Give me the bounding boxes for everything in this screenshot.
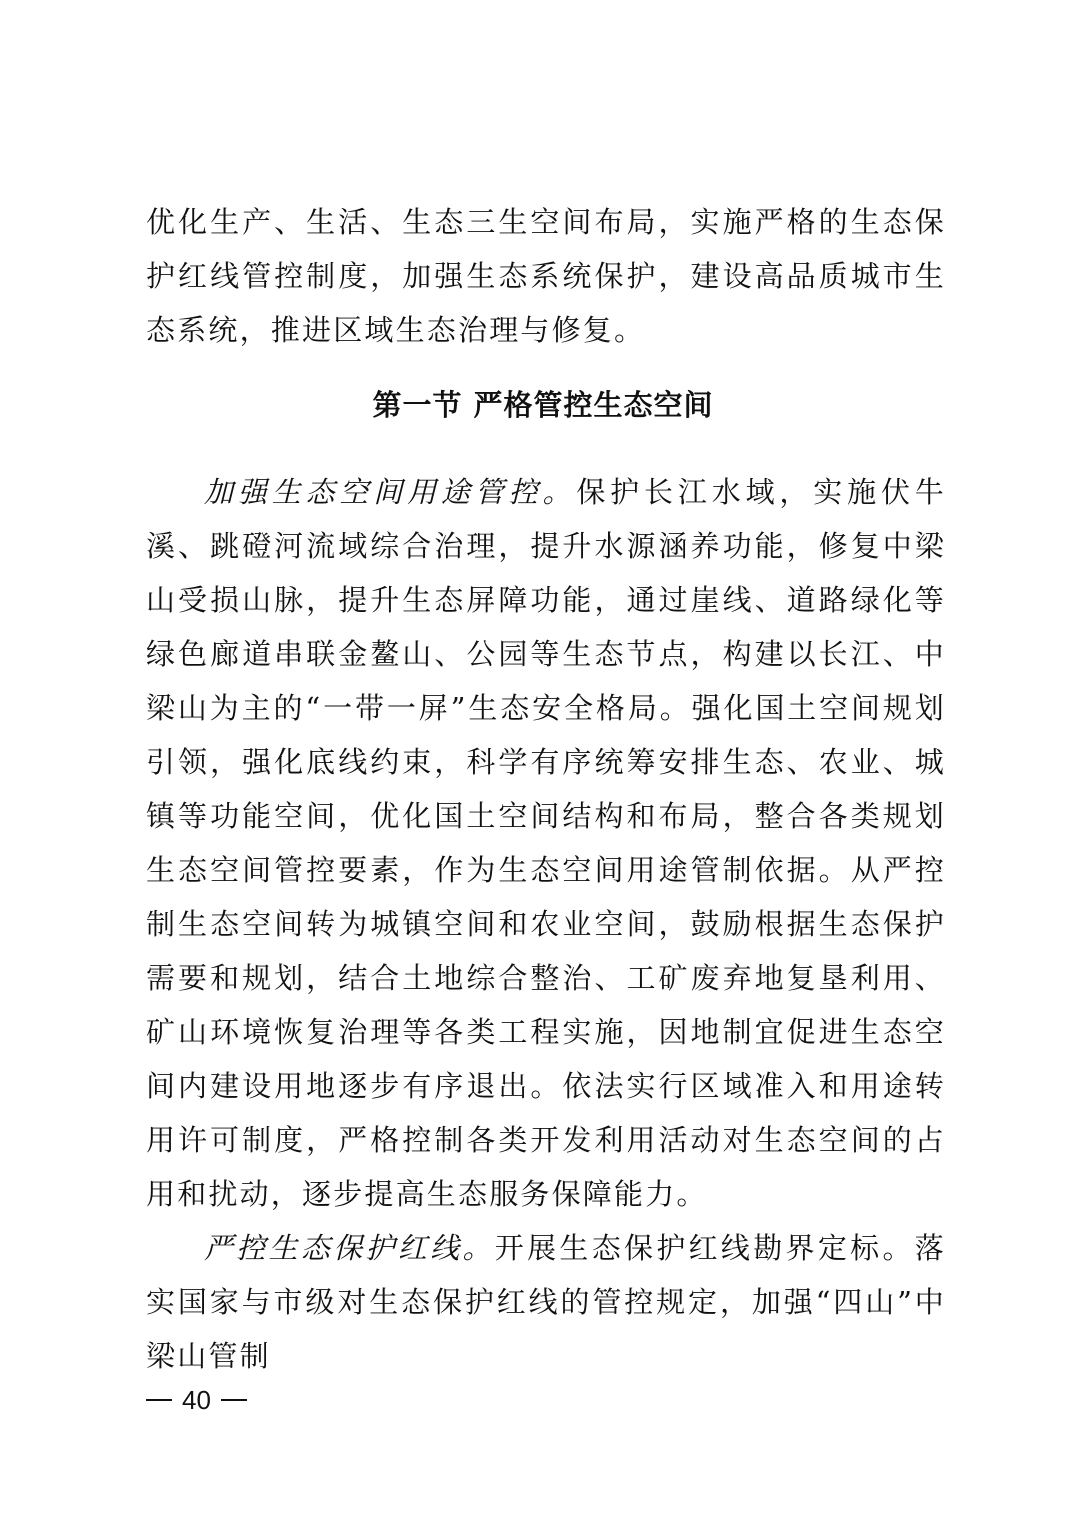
paragraph-text: 开展生态保护红线勘界定标。落实国家与市级对生态保护红线的管控规定，加强“四山”中梁山管制 (146, 1231, 946, 1373)
left-dash (146, 1399, 172, 1401)
paragraph-text: 保护长江水域，实施伏牛溪、跳磴河流域综合治理，提升水源涵养功能，修复中梁山受损山脉，提升生态屏障功能，通过崖线、道路绿化等绿色廊道串联金鳌山、公园等生态节点，构建以长江、中梁山为主的“一带一屏”生态安全格局。强化国土空间规划引领，强化底线约束，科学有序统筹安排生态、农业、城镇等功能空间，优化国土空间结构和布局，整合各类规划生态空间管控要素，作为生态空间用途管制依据。从严控制生态空间转为城镇空间和农业空间，鼓励根据生态保护需要和规划，结合土地综合整治、工矿废弃地复垦利用、矿山环境恢复治理等各类工程实施，因地制宜促进生态空间内建设用地逐步有序退出。依法实行区域准入和用途转用许可制度，严格控制各类开发利用活动对生态空间的占用和扰动，逐步提高生态服务保障能力。 (146, 475, 947, 1211)
page-number-value: 40 (182, 1385, 211, 1415)
continuation-paragraph: 优化生产、生活、生态三生空间布局，实施严格的生态保护红线管控制度，加强生态系统保护，建设高品质城市生态系统，推进区域生态治理与修复。 (146, 205, 946, 347)
paragraph-lead: 严控生态保护红线。 (204, 1231, 495, 1265)
paragraph-red-line-control (146, 1221, 946, 1383)
paragraph-ecological-space-control (146, 465, 946, 1221)
section-body (146, 465, 946, 1383)
right-dash (221, 1399, 247, 1401)
paragraph-lead: 加强生态空间用途管控。 (204, 475, 577, 509)
page-number (146, 1380, 247, 1420)
section-title: 第一节 严格管控生态空间 (372, 388, 714, 422)
